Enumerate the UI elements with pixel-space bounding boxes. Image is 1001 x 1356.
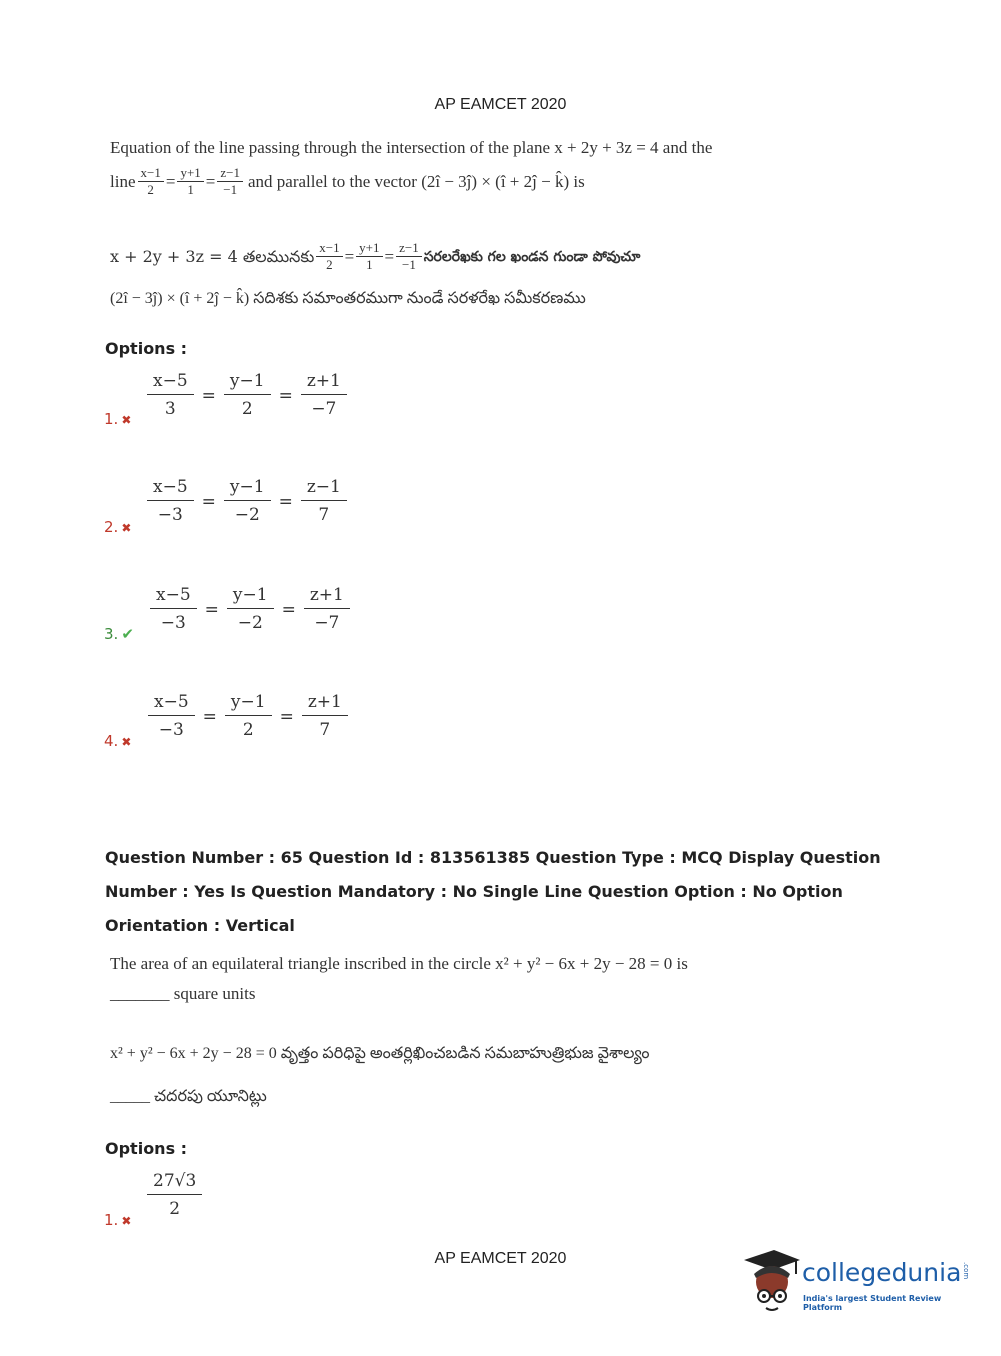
question-line-prefix: line [110,171,136,191]
logo-suffix: .com [962,1262,970,1280]
question-line-suffix: and parallel to the vector (2î − 3ĵ) × (î + 2ĵ − k̂) is [247,171,585,191]
option-1-equation: $\frac{x-5}{3}$ = $\frac{y-1}{2}$ = $\frac{z+1}{-7}$ [145,368,349,423]
question2-text-line1: The area of an equilateral triangle inscribed in the circle x² + y² − 6x + 2y − 28 = 0 is [110,954,688,973]
fraction: $\frac{x-1}{2}$ [316,240,342,273]
option-2-number[interactable]: 2. ✖ [104,518,132,536]
question-telugu-line2: (2î − 3ĵ) × (î + 2ĵ − k̂) సదిశకు సమాంతరముగా నుండే సరళరేఖ సమీకరణము [110,290,586,307]
question2-telugu-line1: x² + y² − 6x + 2y − 28 = 0 వృత్తం పరిధిపై అంతర్లిఖించబడిన సమబాహుత్రిభుజ వైశాల్యం [110,1045,650,1062]
option-3-equation: $\frac{x-5}{-3}$ = $\frac{y-1}{-2}$ = $\frac{z+1}{-7}$ [148,582,352,637]
options-label: Options : [105,339,188,358]
wrong-icon: ✖ [121,413,132,427]
fraction: $\frac{z-1}{-1}$ [217,165,243,198]
option-4-equation: $\frac{x-5}{-3}$ = $\frac{y-1}{2}$ = $\frac{z+1}{7}$ [146,689,350,744]
option-1-number[interactable]: 1. ✖ [104,410,132,428]
option-2-equation: $\frac{x-5}{-3}$ = $\frac{y-1}{-2}$ = $\frac{z-1}{7}$ [145,474,349,529]
options-label: Options : [105,1139,188,1158]
page-footer: AP EAMCET 2020 [434,1250,567,1267]
q2-option-1-number[interactable]: 1. ✖ [104,1211,132,1229]
q2-option-1-equation: $\frac{27√3}{2}$ [145,1168,204,1223]
question-telugu-line1: x + 2y + 3z = 4 తలమునకు $\frac{x-1}{2}$ = $\frac{y+1}{1}$ = $\frac{z-1}{-1}$ సరలరేఖకు గల ఖండన గుండా పోవుచూ [110,240,641,272]
fraction: $\frac{z-1}{-1}$ [396,240,422,273]
mascot-icon [740,1248,802,1314]
option-3-number[interactable]: 3. ✔ [104,625,134,643]
fraction: $\frac{y+1}{1}$ [356,240,382,273]
correct-check-icon: ✔ [121,625,134,643]
collegedunia-logo [740,1248,980,1318]
question-metadata: Question Number : 65 Question Id : 813561385 Question Type : MCQ Display Question Number : Yes Is Question Mandatory : No Single Line Question Option : No Option Orientation : Vertical [105,848,881,935]
question-text-line2: line $\frac{x-1}{2}$ = $\frac{y+1}{1}$ = $\frac{z-1}{-1}$ and parallel to the vector (2î − 3ĵ) × (î + 2ĵ − k̂) is [110,165,585,197]
logo-tagline: India's largest Student Review Platform [803,1294,942,1312]
fraction: $\frac{y+1}{1}$ [177,165,203,198]
wrong-icon: ✖ [121,521,132,535]
page-header: AP EAMCET 2020 [434,96,567,113]
question2-telugu-line2: _____ చదరపు యూనిట్లు [110,1088,267,1105]
option-4-number[interactable]: 4. ✖ [104,732,132,750]
wrong-icon: ✖ [121,1214,132,1228]
question-text-line1: Equation of the line passing through the intersection of the plane x + 2y + 3z = 4 and the [110,138,713,157]
logo-name: collegedunia [802,1258,962,1287]
wrong-icon: ✖ [121,735,132,749]
question2-text-line2: _______ square units [110,984,256,1003]
fraction: $\frac{x-1}{2}$ [138,165,164,198]
